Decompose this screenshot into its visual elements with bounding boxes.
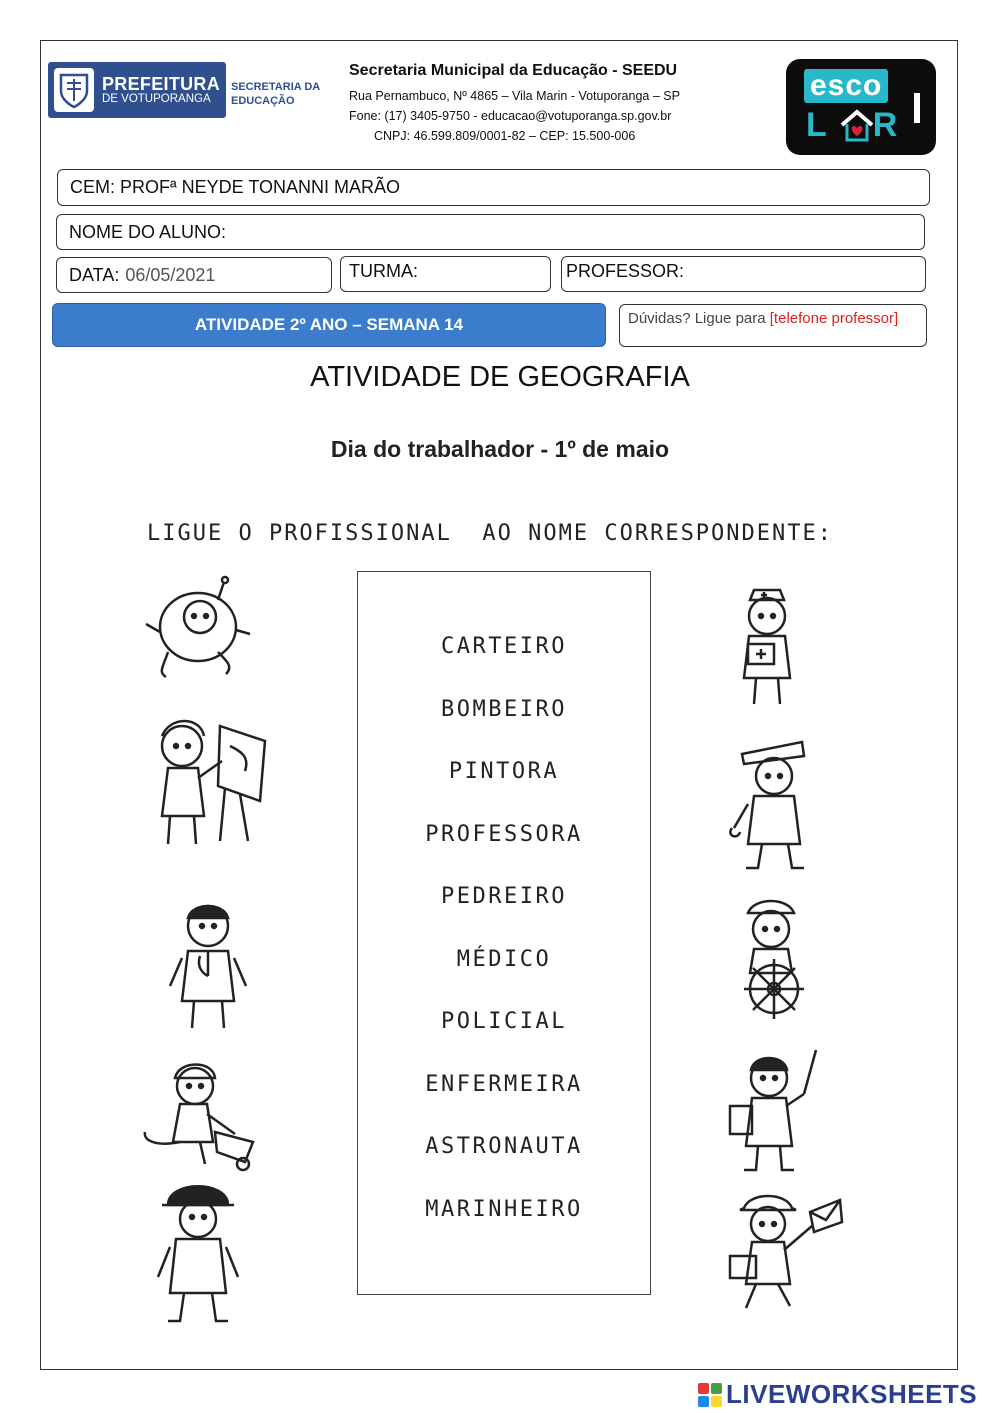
institution-title: Secretaria Municipal da Educação - SEEDU (349, 62, 678, 79)
class-field[interactable] (340, 256, 551, 292)
liveworksheets-text: LIVEWORKSHEETS (726, 1379, 978, 1409)
doctor-figure[interactable] (160, 896, 255, 1036)
liveworksheets-icon (698, 1383, 722, 1407)
nurse-figure[interactable] (722, 582, 812, 712)
student-name-label: NOME DO ALUNO: (69, 221, 227, 242)
prefeitura-logo (48, 62, 226, 118)
sailor-figure[interactable] (724, 893, 824, 1028)
doubts-label: Dúvidas? Ligue para (628, 310, 766, 327)
institution-address: Rua Pernambuco, Nº 4865 – Vila Marin - Votuporanga – SP (349, 89, 680, 103)
city-crest-icon (54, 68, 94, 112)
mailman-figure[interactable] (724, 1190, 844, 1315)
word-item[interactable]: MÉDICO (456, 946, 552, 972)
activity-banner (52, 303, 606, 347)
escolar-logo-l: L (806, 106, 829, 144)
doubts-box (619, 304, 927, 347)
prefeitura-line1: PREFEITURA (102, 73, 221, 94)
astronaut-figure[interactable] (138, 572, 258, 692)
word-box (357, 571, 651, 1295)
secretaria-line1: SECRETARIA DA (231, 81, 321, 93)
activity-instruction: LIGUE O PROFISSIONAL AO NOME CORRESPONDENTE: (146, 521, 834, 546)
institution-cnpj: CNPJ: 46.599.809/0001-82 – CEP: 15.500-006 (374, 129, 636, 143)
date-field[interactable] (56, 257, 332, 293)
escolar-logo (786, 59, 936, 155)
institution-contact: Fone: (17) 3405-9750 - educacao@votuporanga.sp.gov.br (349, 109, 672, 123)
escolar-logo-r: R (872, 106, 900, 144)
police-figure[interactable] (724, 732, 819, 877)
word-item[interactable]: MARINHEIRO (425, 1196, 583, 1222)
word-list (358, 634, 650, 1259)
teacher-figure[interactable] (724, 1046, 829, 1181)
escolar-bar (914, 93, 920, 123)
word-item[interactable]: PEDREIRO (441, 884, 567, 909)
word-item[interactable]: ASTRONAUTA (425, 1134, 583, 1159)
word-item[interactable]: CARTEIRO (441, 634, 567, 659)
activity-subtitle: Dia do trabalhador - 1º de maio (330, 436, 670, 462)
date-label: DATA: (69, 264, 120, 285)
painter-figure[interactable] (140, 706, 275, 851)
teacher-phone[interactable]: [telefone professor] (769, 310, 899, 327)
word-item[interactable]: BOMBEIRO (441, 696, 567, 722)
class-label: TURMA: (349, 261, 418, 281)
school-name: CEM: PROFª NEYDE TONANNI MARÃO (70, 177, 401, 197)
activity-banner-text: ATIVIDADE 2º ANO – SEMANA 14 (194, 315, 464, 334)
teacher-field[interactable] (561, 256, 926, 292)
activity-title: ATIVIDADE DE GEOGRAFIA (310, 361, 690, 393)
prefeitura-line2: DE VOTUPORANGA (102, 93, 211, 106)
firefighter-figure[interactable] (150, 1175, 245, 1330)
house-heart-icon (838, 107, 876, 145)
word-item[interactable]: POLICIAL (441, 1009, 567, 1034)
word-item[interactable]: ENFERMEIRA (425, 1071, 583, 1097)
word-item[interactable]: PINTORA (448, 759, 560, 784)
institution-info (349, 62, 729, 146)
date-value: 06/05/2021 (125, 264, 216, 285)
teacher-label: PROFESSOR: (566, 261, 685, 281)
secretaria-logo-text (231, 80, 331, 109)
word-item[interactable]: PROFESSORA (425, 821, 583, 847)
secretaria-line2: EDUCAÇÃO (231, 95, 295, 108)
bricklayer-figure[interactable] (135, 1052, 260, 1172)
escolar-logo-top: esco (804, 69, 888, 103)
school-field (57, 169, 930, 206)
student-name-field[interactable] (56, 214, 925, 250)
liveworksheets-brand[interactable] (698, 1379, 977, 1410)
